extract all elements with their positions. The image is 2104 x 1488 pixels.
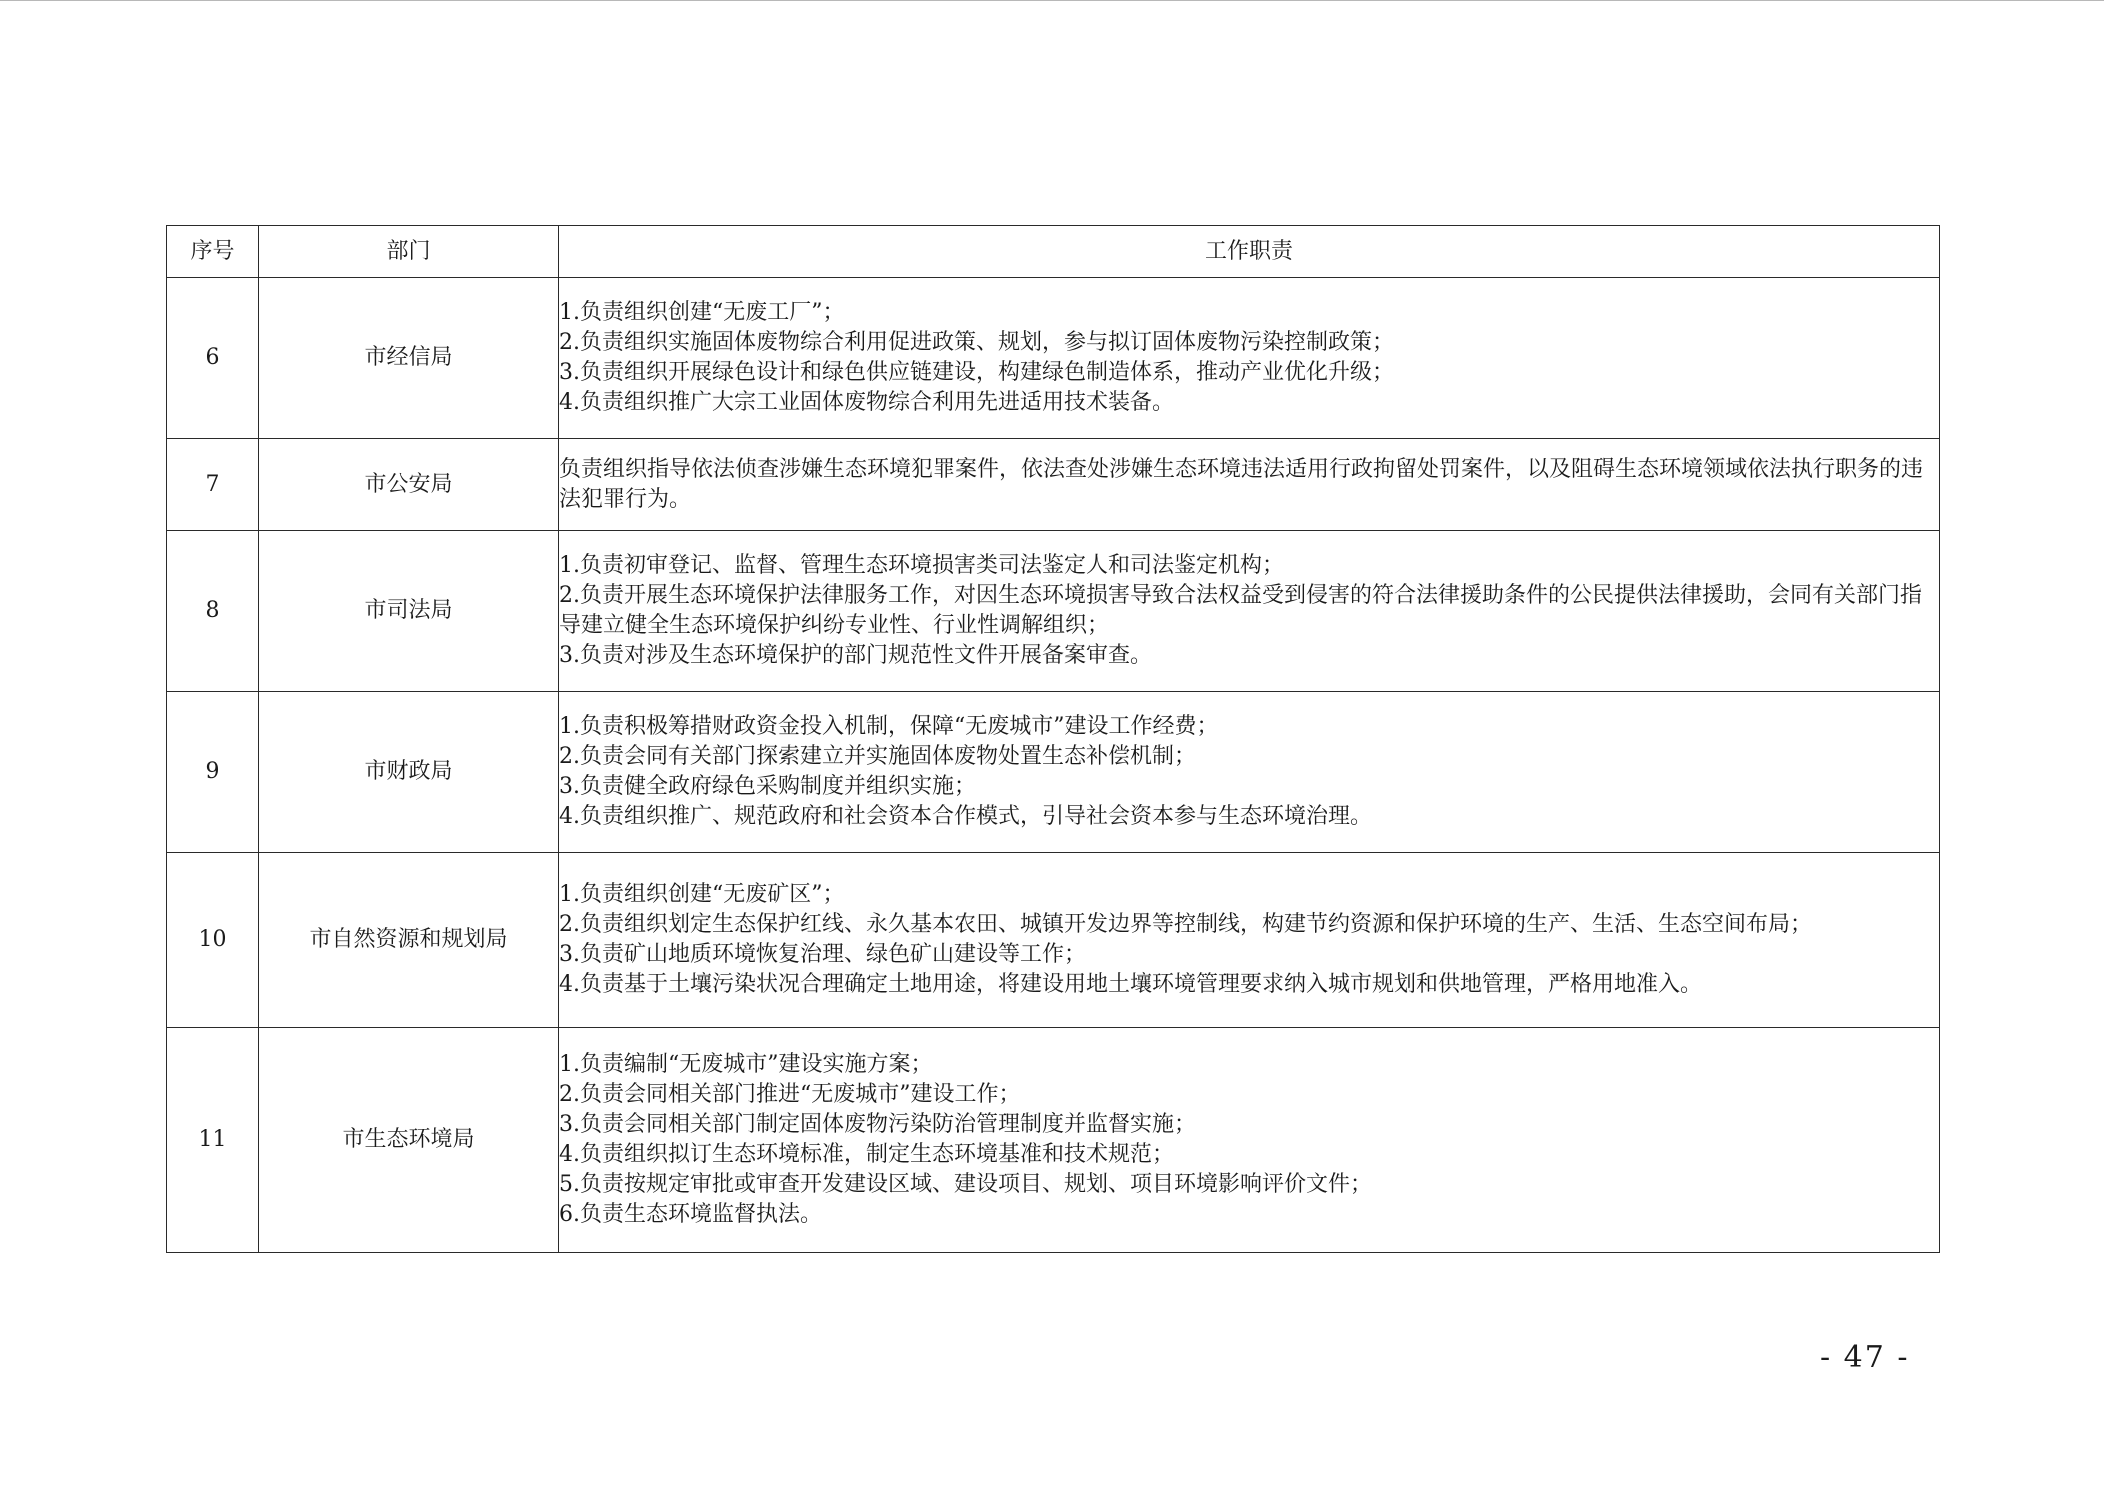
duty-line: 2.负责组织划定生态保护红线、永久基本农田、城镇开发边界等控制线，构建节约资源和保护环境的生产、生活、生态空间布局； (559, 912, 1812, 937)
row-duties (559, 278, 1940, 439)
duty-line: 4.负责组织推广大宗工业固体废物综合利用先进适用技术装备。 (559, 390, 1174, 415)
duty-line: 3.负责会同相关部门制定固体废物污染防治管理制度并监督实施； (559, 1112, 1196, 1137)
row-department: 市公安局 (259, 439, 559, 531)
row-serial: 6 (167, 278, 259, 439)
duty-line: 2.负责组织实施固体废物综合利用促进政策、规划，参与拟订固体废物污染控制政策； (559, 330, 1394, 355)
row-duties (559, 1028, 1940, 1253)
row-serial: 7 (167, 439, 259, 531)
duty-line: 5.负责按规定审批或审查开发建设区域、建设项目、规划、项目环境影响评价文件； (559, 1172, 1372, 1197)
table-row (167, 531, 1940, 692)
duty-line: 1.负责组织创建“无废工厂”； (559, 300, 845, 325)
header-department: 部门 (259, 226, 559, 278)
duty-table (166, 225, 1940, 1253)
row-department: 市财政局 (259, 692, 559, 853)
table-row (167, 692, 1940, 853)
table-row (167, 439, 1940, 531)
row-duties (559, 531, 1940, 692)
row-department: 市经信局 (259, 278, 559, 439)
duty-line: 4.负责基于土壤污染状况合理确定土地用途，将建设用地土壤环境管理要求纳入城市规划和供地管理，严格用地准入。 (559, 972, 1702, 997)
row-duties (559, 692, 1940, 853)
duty-line: 4.负责组织拟订生态环境标准，制定生态环境基准和技术规范； (559, 1142, 1174, 1167)
duty-line: 3.负责对涉及生态环境保护的部门规范性文件开展备案审查。 (559, 643, 1152, 668)
duty-line: 3.负责矿山地质环境恢复治理、绿色矿山建设等工作； (559, 942, 1086, 967)
row-duties (559, 439, 1940, 531)
row-duties (559, 853, 1940, 1028)
table-row (167, 278, 1940, 439)
duty-line: 1.负责编制“无废城市”建设实施方案； (559, 1052, 933, 1077)
duty-line: 负责组织指导依法侦查涉嫌生态环境犯罪案件，依法查处涉嫌生态环境违法适用行政拘留处罚案件，以及阻碍生态环境领域依法执行职务的违法犯罪行为。 (559, 456, 1924, 512)
duty-line: 3.负责组织开展绿色设计和绿色供应链建设，构建绿色制造体系，推动产业优化升级； (559, 360, 1394, 385)
page-number: - 47 - (1820, 1340, 1910, 1375)
duty-line: 2.负责开展生态环境保护法律服务工作，对因生态环境损害导致合法权益受到侵害的符合法律援助条件的公民提供法律援助，会同有关部门指导建立健全生态环境保护纠纷专业性、行业性调解组织； (559, 583, 1922, 638)
row-department: 市自然资源和规划局 (259, 853, 559, 1028)
duty-line: 1.负责组织创建“无废矿区”； (559, 882, 845, 907)
table-row (167, 1028, 1940, 1253)
table-header-row (167, 226, 1940, 278)
row-serial: 10 (167, 853, 259, 1028)
row-serial: 11 (167, 1028, 259, 1253)
duty-line: 2.负责会同有关部门探索建立并实施固体废物处置生态补偿机制； (559, 744, 1196, 769)
table-row (167, 853, 1940, 1028)
header-duties: 工作职责 (559, 226, 1940, 278)
duty-line: 2.负责会同相关部门推进“无废城市”建设工作； (559, 1082, 1021, 1107)
row-department: 市司法局 (259, 531, 559, 692)
duty-line: 3.负责健全政府绿色采购制度并组织实施； (559, 774, 976, 799)
duty-line: 1.负责初审登记、监督、管理生态环境损害类司法鉴定人和司法鉴定机构； (559, 553, 1284, 578)
header-serial: 序号 (167, 226, 259, 278)
row-serial: 8 (167, 531, 259, 692)
page-top-border (0, 0, 2104, 1)
duty-line: 1.负责积极筹措财政资金投入机制，保障“无废城市”建设工作经费； (559, 714, 1219, 739)
duty-line: 6.负责生态环境监督执法。 (559, 1202, 822, 1227)
duty-line: 4.负责组织推广、规范政府和社会资本合作模式，引导社会资本参与生态环境治理。 (559, 804, 1372, 829)
row-department: 市生态环境局 (259, 1028, 559, 1253)
row-serial: 9 (167, 692, 259, 853)
